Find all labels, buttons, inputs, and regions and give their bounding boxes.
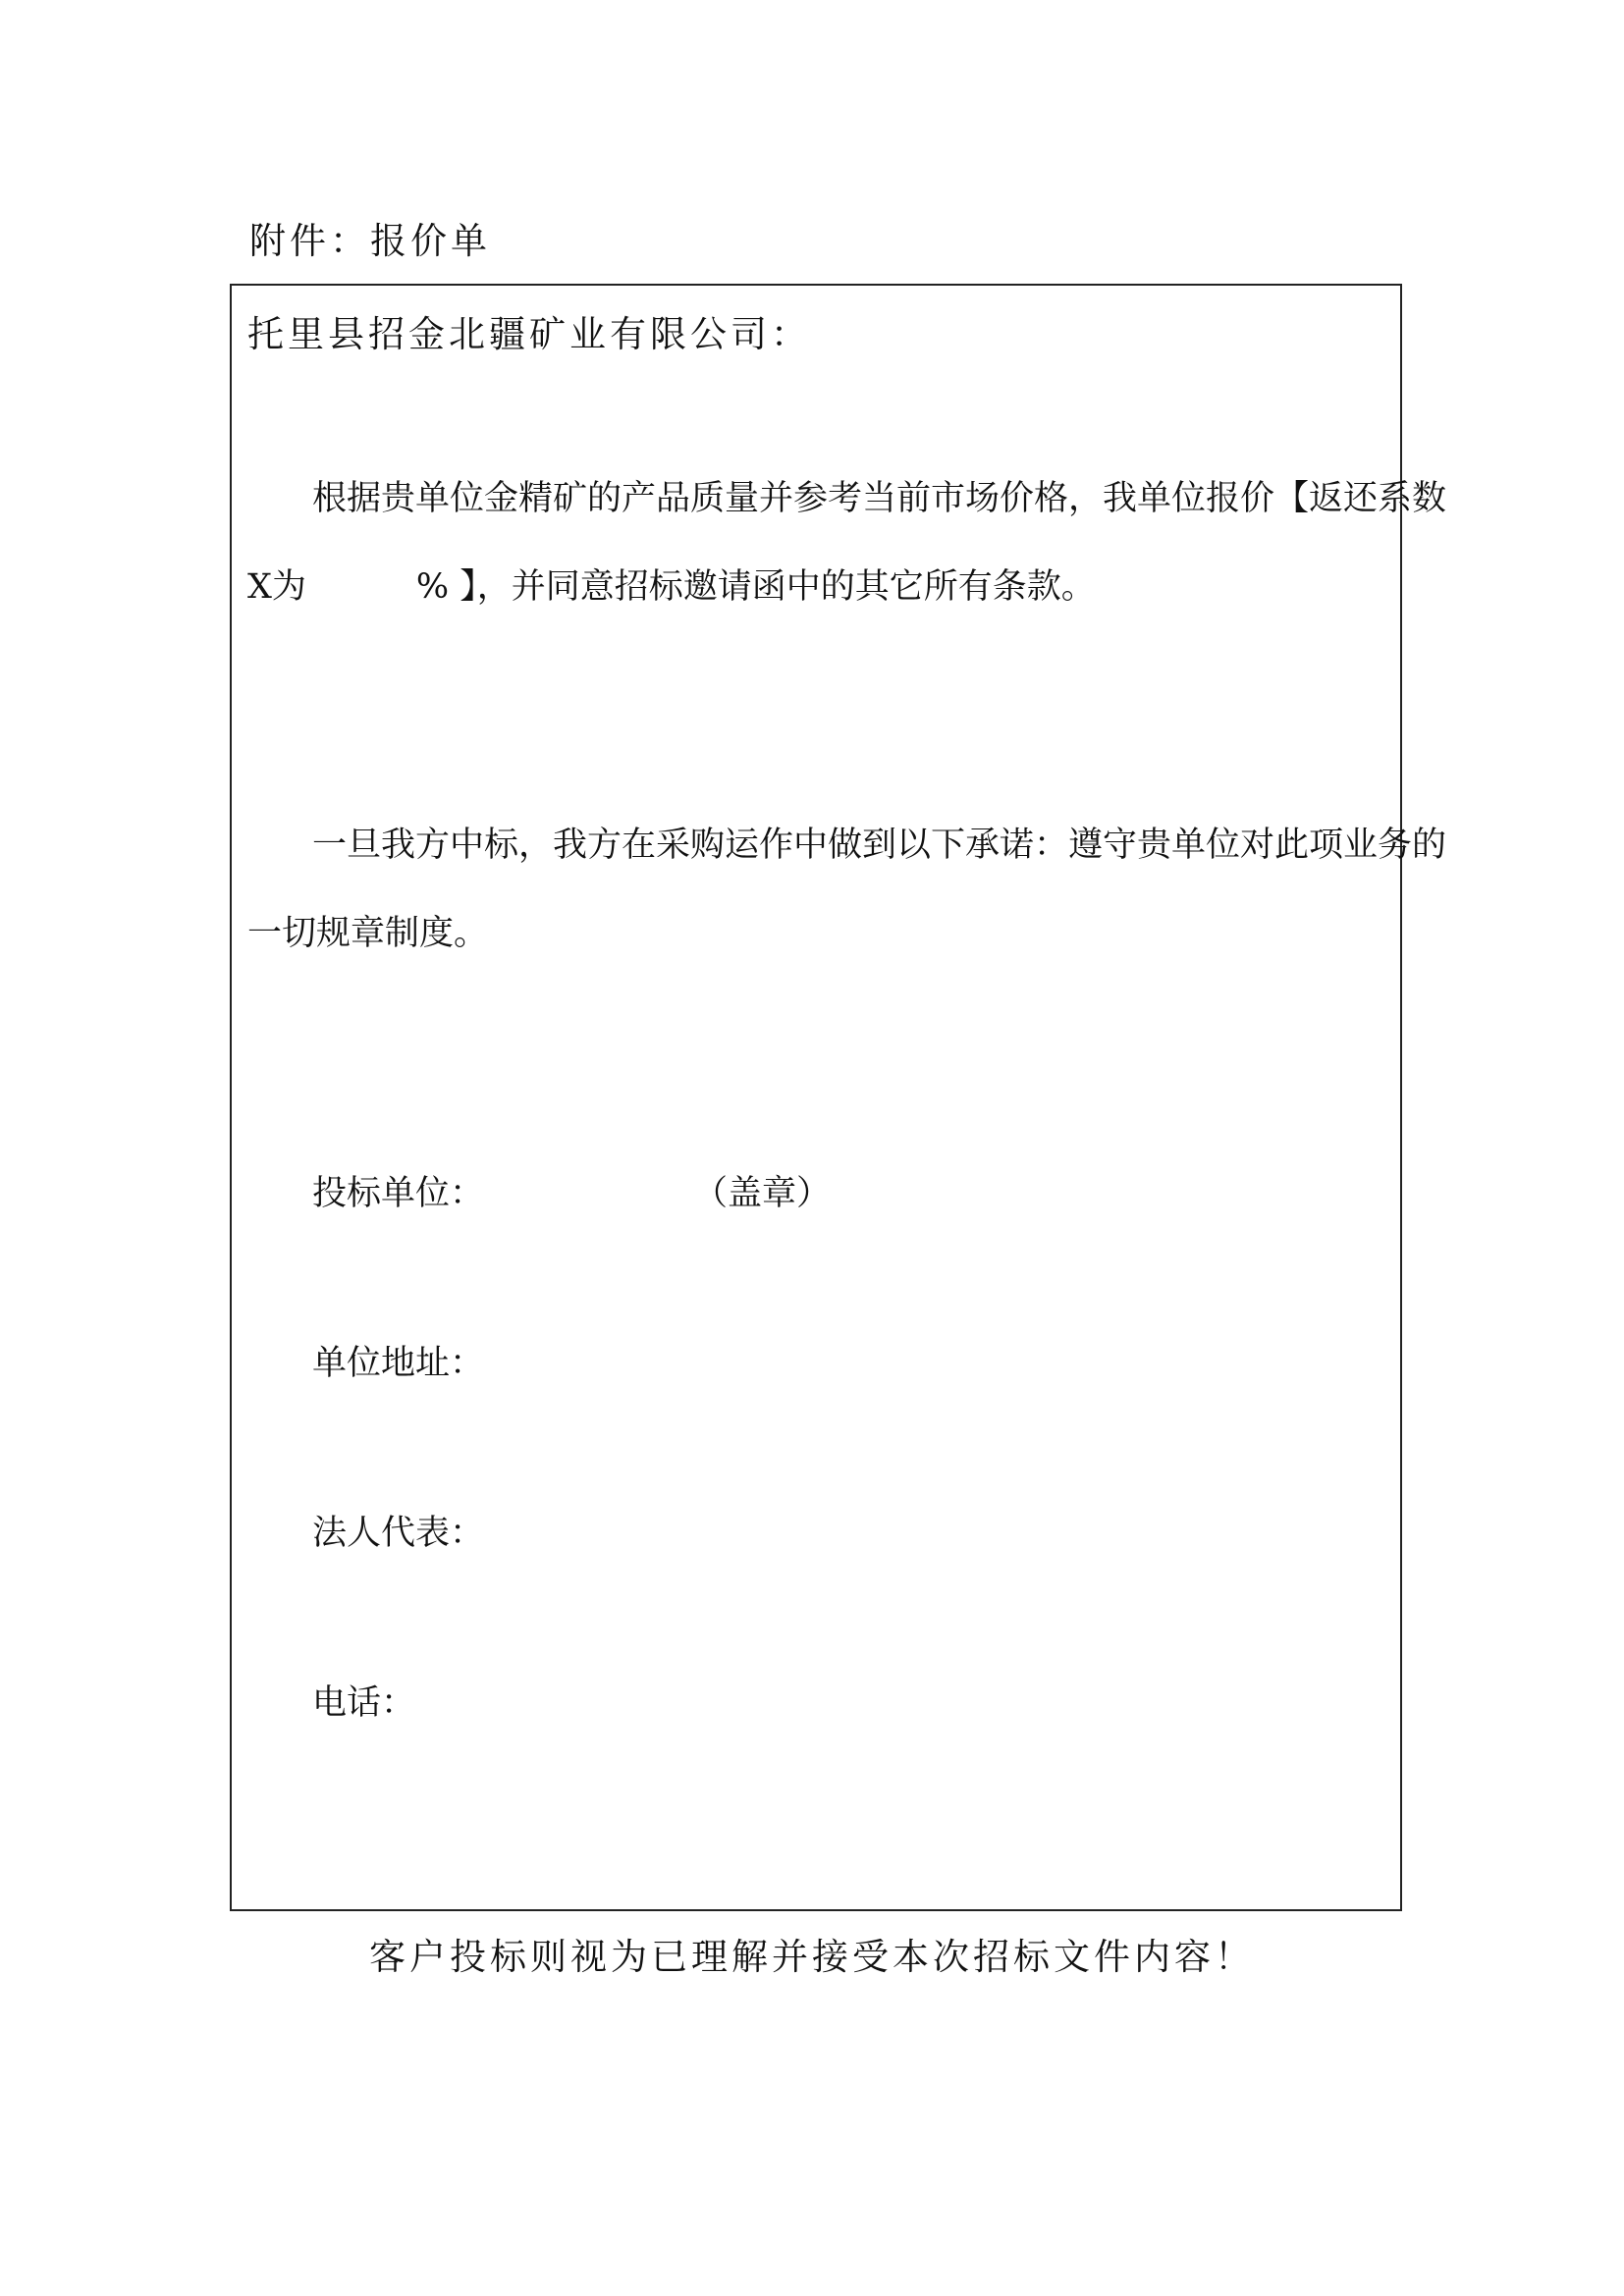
coefficient-prefix: X为 bbox=[247, 567, 306, 607]
commitment-line-1: 一旦我方中标，我方在采购运作中做到以下承诺：遵守贵单位对此项业务的 bbox=[312, 826, 1447, 865]
legal-rep-row bbox=[312, 1506, 484, 1561]
bidder-label: 投标单位： bbox=[312, 1174, 485, 1213]
quote-form-box bbox=[230, 284, 1447, 1911]
address-row bbox=[312, 1336, 484, 1391]
quote-line-2 bbox=[247, 543, 1396, 631]
legal-rep-label: 法人代表： bbox=[312, 1514, 485, 1553]
bidder-row bbox=[312, 1166, 832, 1221]
commitment-paragraph bbox=[247, 801, 1447, 978]
quote-paragraph-text bbox=[247, 454, 1447, 631]
phone-label: 电话： bbox=[312, 1683, 416, 1723]
coefficient-suffix: % 】，并同意招标邀请函中的其它所有条款。 bbox=[415, 567, 1096, 607]
seal-label: （盖章） bbox=[693, 1174, 832, 1213]
address-label: 单位地址： bbox=[312, 1344, 485, 1383]
quote-line-1: 根据贵单位金精矿的产品质量并参考当前市场价格，我单位报价【返还系数 bbox=[312, 479, 1447, 518]
phone-row bbox=[312, 1676, 415, 1731]
addressee: 托里县招金北疆矿业有限公司： bbox=[247, 313, 811, 355]
footer-note: 客户投标则视为已理解并接受本次招标文件内容！ bbox=[369, 1936, 1255, 1978]
attachment-title: 附件：报价单 bbox=[249, 220, 491, 262]
commitment-line-2: 一切规章制度。 bbox=[247, 914, 489, 953]
